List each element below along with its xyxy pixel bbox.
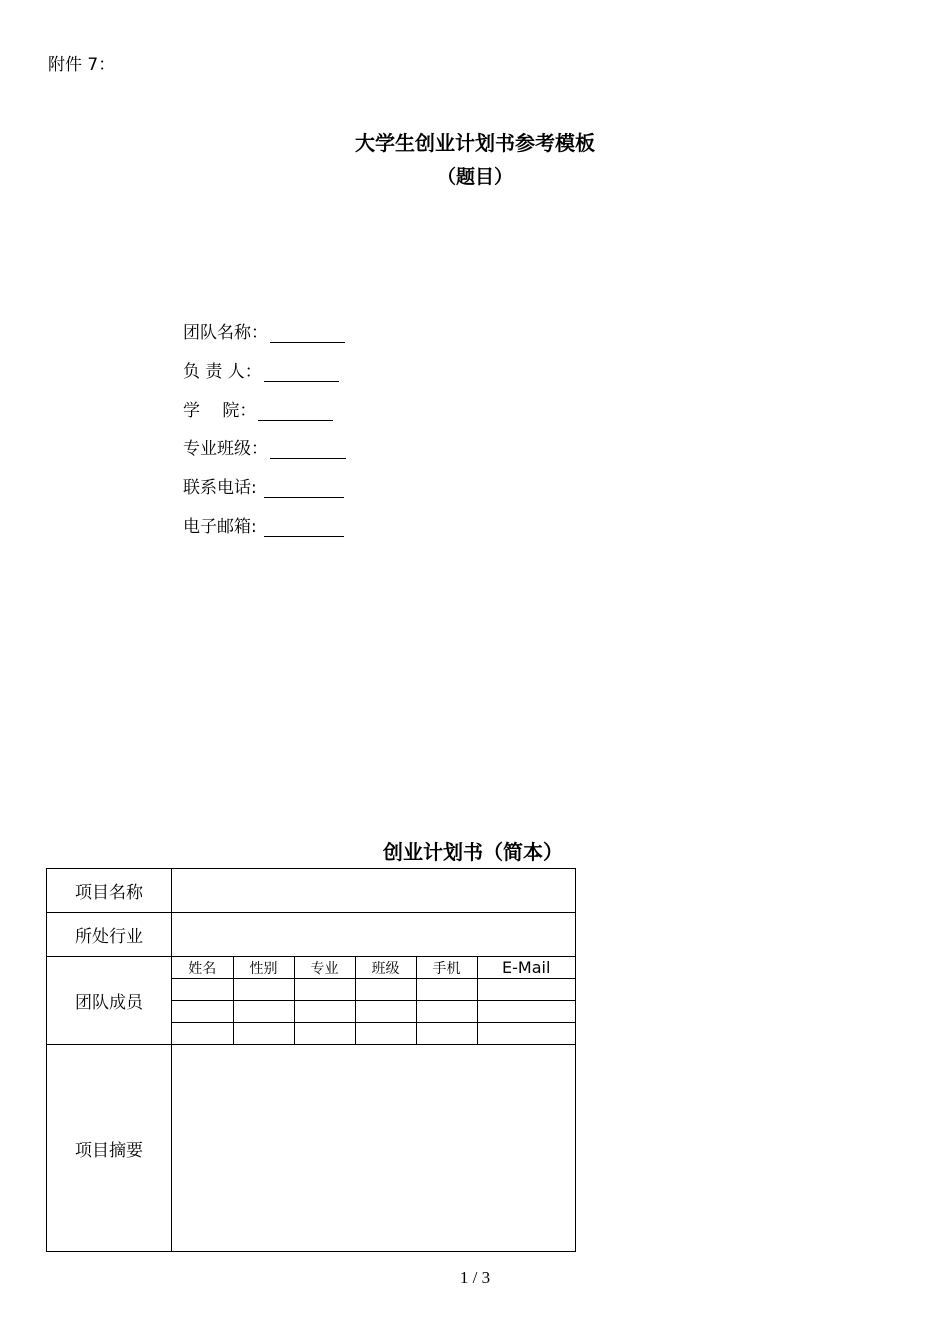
member-cell[interactable] — [294, 1023, 355, 1045]
plan-table — [46, 868, 576, 1252]
members-header-row — [172, 957, 575, 979]
project-name-value[interactable] — [172, 869, 576, 913]
member-cell[interactable] — [477, 979, 575, 1001]
phone-label: 联系电话: — [183, 478, 257, 498]
industry-value[interactable] — [172, 913, 576, 957]
team-members-label: 团队成员 — [47, 957, 172, 1045]
member-cell[interactable] — [172, 1023, 233, 1045]
member-row — [172, 1023, 575, 1045]
summary-value[interactable] — [172, 1045, 576, 1252]
member-cell[interactable] — [233, 1023, 294, 1045]
member-cell[interactable] — [416, 979, 477, 1001]
phone-blank[interactable] — [264, 479, 344, 498]
leader-field — [183, 357, 339, 382]
member-row — [172, 979, 575, 1001]
document-subtitle: （题目） — [436, 166, 513, 188]
col-name-header: 姓名 — [172, 957, 233, 979]
member-cell[interactable] — [477, 1001, 575, 1023]
member-cell[interactable] — [172, 979, 233, 1001]
attachment-label: 附件 7： — [48, 55, 116, 75]
college-label: 学 院： — [183, 401, 257, 421]
team-name-label: 团队名称： — [183, 323, 268, 343]
major-class-label: 专业班级： — [183, 439, 268, 459]
major-class-field — [183, 434, 346, 459]
member-row — [172, 1001, 575, 1023]
member-cell[interactable] — [355, 1023, 416, 1045]
major-class-blank[interactable] — [270, 440, 346, 459]
college-blank[interactable] — [258, 402, 333, 421]
leader-blank[interactable] — [264, 363, 339, 382]
summary-label: 项目摘要 — [47, 1045, 172, 1252]
members-table — [172, 957, 575, 1044]
email-blank[interactable] — [264, 518, 344, 537]
col-class-header: 班级 — [355, 957, 416, 979]
member-cell[interactable] — [416, 1023, 477, 1045]
email-label: 电子邮箱: — [183, 517, 257, 537]
member-cell[interactable] — [233, 979, 294, 1001]
member-cell[interactable] — [233, 1001, 294, 1023]
project-name-label: 项目名称 — [47, 869, 172, 913]
col-gender-header: 性别 — [233, 957, 294, 979]
member-cell[interactable] — [477, 1023, 575, 1045]
team-members-cell — [172, 957, 576, 1045]
member-cell[interactable] — [416, 1001, 477, 1023]
col-phone-header: 手机 — [416, 957, 477, 979]
team-name-field — [183, 318, 345, 343]
plan-title: 创业计划书（简本） — [383, 840, 563, 864]
member-cell[interactable] — [294, 1001, 355, 1023]
document-title: 大学生创业计划书参考模板 — [355, 131, 595, 155]
member-cell[interactable] — [355, 979, 416, 1001]
member-cell[interactable] — [294, 979, 355, 1001]
college-field — [183, 396, 333, 421]
col-email-header: E-Mail — [477, 957, 575, 979]
leader-label: 负 责 人： — [183, 362, 262, 382]
phone-field — [183, 473, 344, 498]
email-field — [183, 512, 344, 537]
page-number: 1 / 3 — [459, 1268, 491, 1287]
team-name-blank[interactable] — [270, 324, 345, 343]
industry-label: 所处行业 — [47, 913, 172, 957]
col-major-header: 专业 — [294, 957, 355, 979]
member-cell[interactable] — [355, 1001, 416, 1023]
member-cell[interactable] — [172, 1001, 233, 1023]
